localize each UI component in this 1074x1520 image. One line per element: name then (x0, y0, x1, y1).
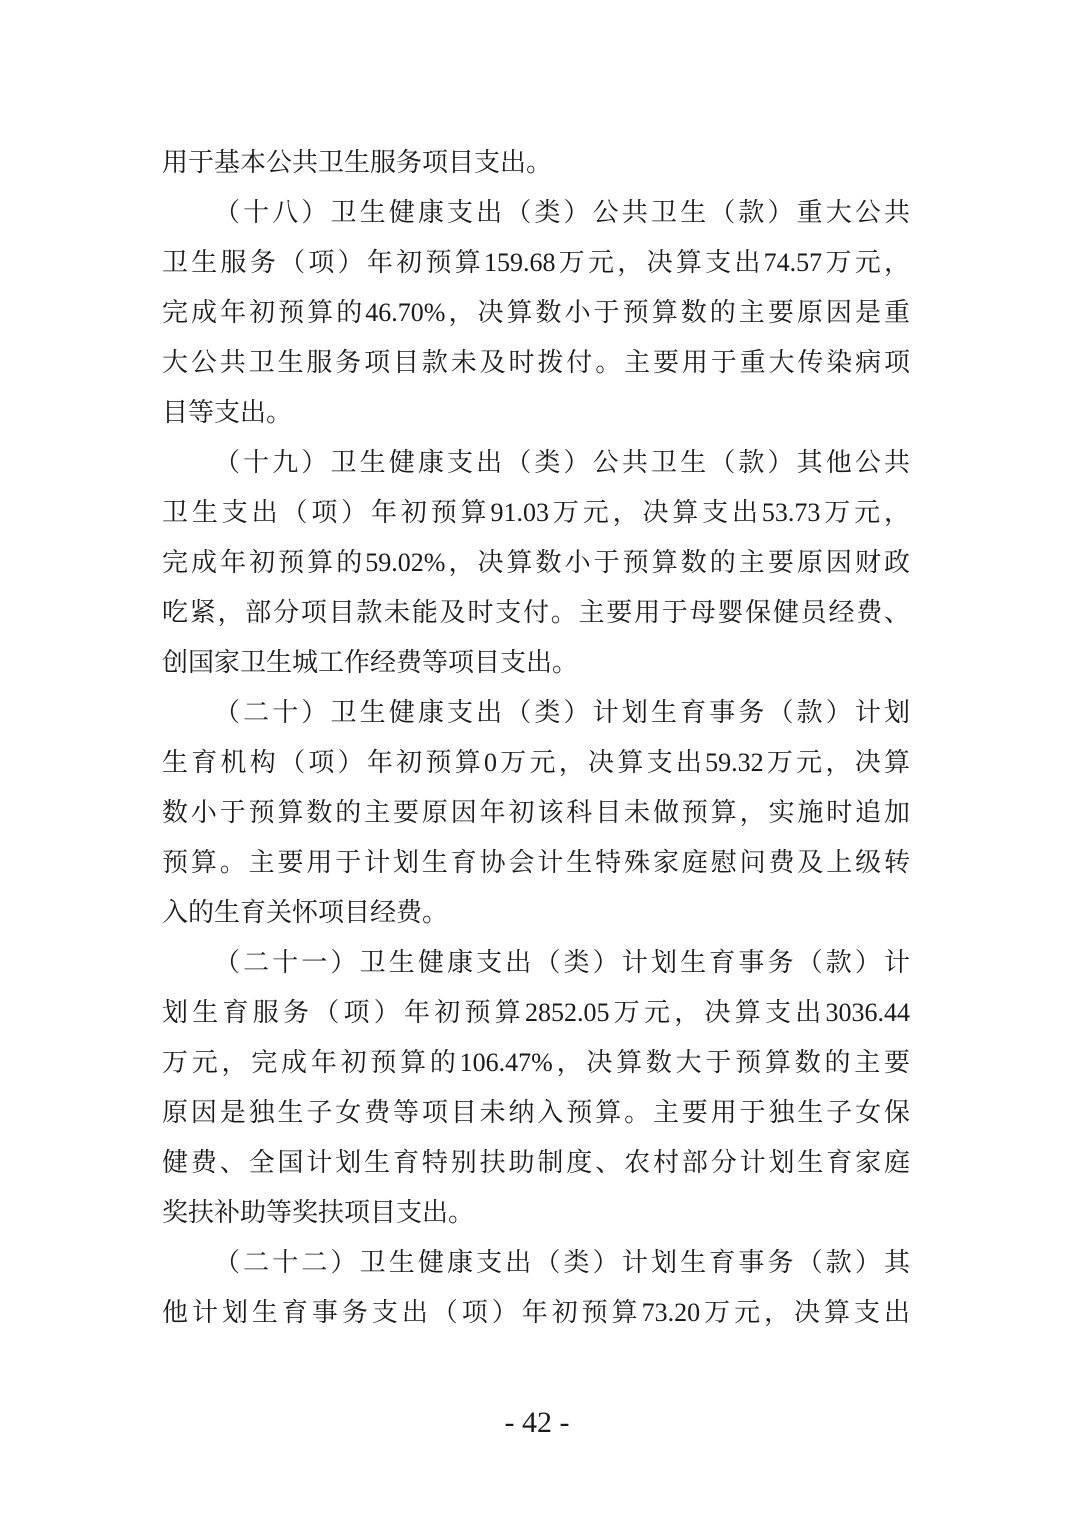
paragraph (162, 1238, 910, 1338)
text-line: （二十）卫生健康支出（类）计划生育事务（款）计划 (214, 698, 910, 727)
text-line: 完成年初预算的59.02%，决算数小于预算数的主要原因财政 (162, 548, 910, 577)
text-line: 划生育服务（项）年初预算2852.05万元，决算支出3036.44 (162, 998, 910, 1027)
text-line: 吃紧，部分项目款未能及时支付。主要用于母婴保健员经费、 (162, 598, 910, 627)
text-line: 卫生服务（项）年初预算159.68万元，决算支出74.57万元， (162, 248, 910, 277)
text-line: 数小于预算数的主要原因年初该科目未做预算，实施时追加 (162, 798, 910, 827)
paragraph (162, 688, 910, 938)
text-line: 生育机构（项）年初预算0万元，决算支出59.32万元，决算 (162, 748, 910, 777)
text-line: （二十二）卫生健康支出（类）计划生育事务（款）其 (214, 1248, 910, 1277)
paragraph (162, 938, 910, 1238)
document-body (162, 138, 910, 1338)
page-number: - 42 - (504, 1406, 570, 1439)
text-line: 完成年初预算的46.70%，决算数小于预算数的主要原因是重 (162, 298, 910, 327)
paragraph (162, 438, 910, 688)
paragraph (162, 188, 910, 438)
text-line: 目等支出。 (162, 398, 293, 427)
text-line: 他计划生育事务支出（项）年初预算73.20万元，决算支出 (162, 1298, 910, 1327)
text-line: 健费、全国计划生育特别扶助制度、农村部分计划生育家庭 (162, 1148, 910, 1177)
text-line: （二十一）卫生健康支出（类）计划生育事务（款）计 (214, 948, 910, 977)
text-line: 入的生育关怀项目经费。 (162, 898, 449, 927)
text-line: 奖扶补助等奖扶项目支出。 (162, 1198, 475, 1227)
text-line: 原因是独生子女费等项目未纳入预算。主要用于独生子女保 (162, 1098, 910, 1127)
text-line: 预算。主要用于计划生育协会计生特殊家庭慰问费及上级转 (162, 848, 910, 877)
text-line: （十八）卫生健康支出（类）公共卫生（款）重大公共 (214, 198, 910, 227)
text-line: 用于基本公共卫生服务项目支出。 (162, 148, 553, 177)
text-line: 大公共卫生服务项目款未及时拨付。主要用于重大传染病项 (162, 348, 910, 377)
paragraph (162, 138, 910, 188)
text-line: 卫生支出（项）年初预算91.03万元，决算支出53.73万元， (162, 498, 910, 527)
text-line: （十九）卫生健康支出（类）公共卫生（款）其他公共 (214, 448, 910, 477)
text-line: 创国家卫生城工作经费等项目支出。 (162, 648, 579, 677)
text-line: 万元，完成年初预算的106.47%，决算数大于预算数的主要 (162, 1048, 910, 1077)
